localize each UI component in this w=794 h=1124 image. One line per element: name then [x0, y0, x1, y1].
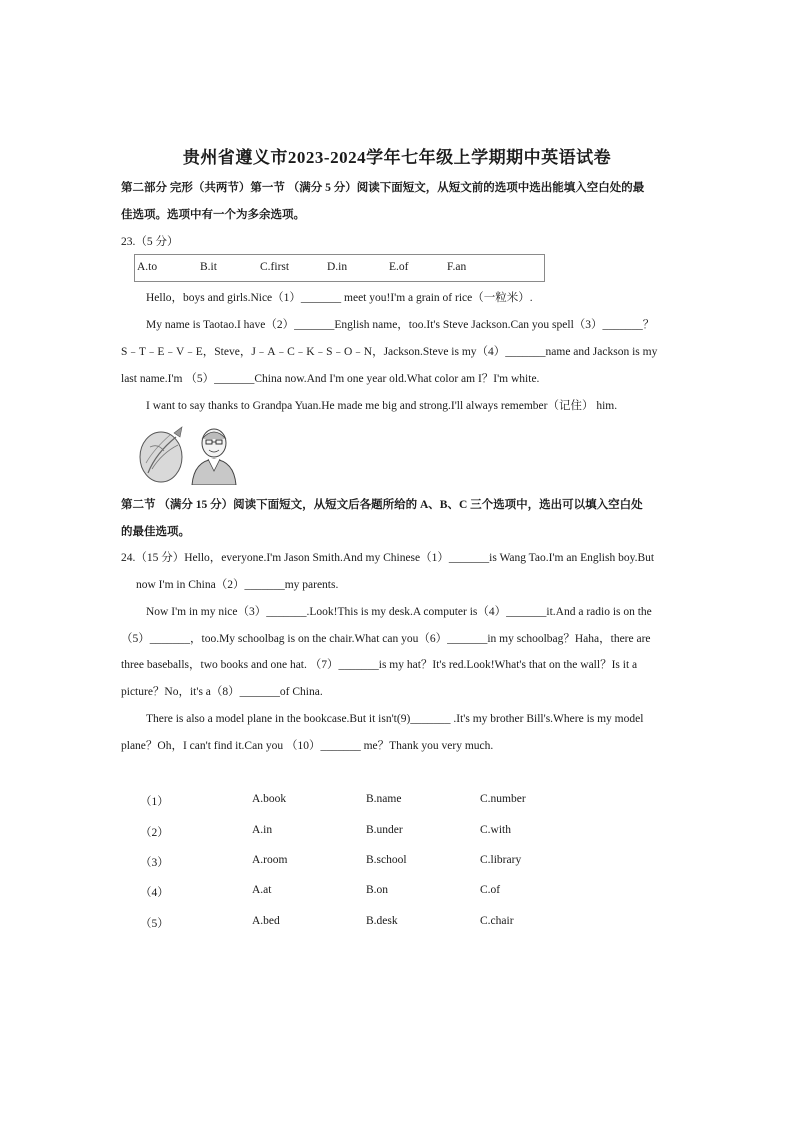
section2-intro-line1: 第二部分 完形（共两节）第一节 （满分 5 分）阅读下面短文，从短文前的选项中选出能填入空白处的最: [121, 182, 645, 194]
passage2-line: There is also a model plane in the bookcase.But it isn't(9)_______ .It's my brother Bill's.Where is my model: [146, 713, 644, 725]
rice-grain-icon: [140, 427, 182, 482]
choice-c: C.number: [480, 793, 526, 805]
choice-a: A.bed: [252, 915, 280, 927]
option-a: A.to: [137, 261, 158, 273]
option-c: C.first: [260, 261, 290, 273]
choice-b: B.on: [366, 884, 389, 896]
choice-number: （5）: [140, 918, 169, 930]
passage1-line: last name.I'm （5）_______China now.And I'm one year old.What color am I？I'm white.: [121, 373, 540, 385]
option-e: E.of: [389, 261, 409, 273]
option-f: F.an: [447, 261, 467, 273]
passage1-line: S﹣T﹣E﹣V﹣E，Steve，J﹣A﹣C﹣K﹣S﹣O﹣N，Jackson.Steve is my（4）_______name and Jackson is my: [121, 346, 658, 358]
passage2-line: Now I'm in my nice（3）_______.Look!This is my desk.A computer is（4）_______it.And a radio is on the: [146, 606, 652, 618]
choice-a: A.in: [252, 824, 273, 836]
choice-number: （3）: [140, 857, 169, 869]
choice-a: A.book: [252, 793, 287, 805]
section2-part2-line1: 第二节 （满分 15 分）阅读下面短文，从短文后各题所给的 A、B、C 三个选项中，选出可以填入空白处: [121, 499, 643, 511]
choice-b: B.under: [366, 824, 403, 836]
choice-c: C.chair: [480, 915, 514, 927]
choice-b: B.school: [366, 854, 407, 866]
choice-a: A.at: [252, 884, 272, 896]
section2-part2-line2: 的最佳选项。: [121, 526, 190, 538]
grandpa-portrait-icon: [192, 429, 236, 485]
passage2-line: three baseballs，two books and one hat. （7）_______is my hat？It's red.Look!What's that on the wall？Is it a: [121, 659, 638, 671]
passage1-line: My name is Taotao.I have（2）_______English name，too.It's Steve Jackson.Can you spell（3）_______？: [146, 319, 655, 331]
choice-c: C.library: [480, 854, 522, 866]
choice-a: A.room: [252, 854, 288, 866]
rice-grain-and-grandpa-illustration: [136, 423, 256, 485]
passage2-line: 24.（15 分）Hello，everyone.I'm Jason Smith.And my Chinese（1）_______is Wang Tao.I'm an English boy.But: [121, 552, 655, 564]
choice-b: B.name: [366, 793, 402, 805]
options-box: [134, 254, 545, 282]
option-d: D.in: [327, 261, 348, 273]
passage2-line: picture？No，it's a（8）_______of China.: [121, 686, 323, 698]
page-title: 贵州省遵义市2023-2024学年七年级上学期期中英语试卷: [182, 148, 612, 167]
question-23-label: 23.（5 分）: [121, 236, 179, 248]
section2-intro-line2: 佳选项。选项中有一个为多余选项。: [121, 209, 305, 221]
passage1-line: I want to say thanks to Grandpa Yuan.He made me big and strong.I'll always remember（记住） him.: [146, 400, 618, 412]
choice-c: C.of: [480, 884, 501, 896]
choice-b: B.desk: [366, 915, 398, 927]
passage2-line: now I'm in China（2）_______my parents.: [136, 579, 339, 591]
choice-number: （1）: [140, 796, 169, 808]
choice-number: （4）: [140, 887, 169, 899]
passage2-line: plane？Oh，I can't find it.Can you （10）_______ me？Thank you very much.: [121, 740, 494, 752]
passage1-line: Hello，boys and girls.Nice（1）_______ meet you!I'm a grain of rice（一粒米）.: [146, 292, 533, 304]
choice-c: C.with: [480, 824, 511, 836]
choice-number: （2）: [140, 827, 169, 839]
passage2-line: （5）_______，too.My schoolbag is on the chair.What can you（6）_______in my schoolbag？Haha，there are: [121, 633, 651, 645]
option-b: B.it: [200, 261, 217, 273]
